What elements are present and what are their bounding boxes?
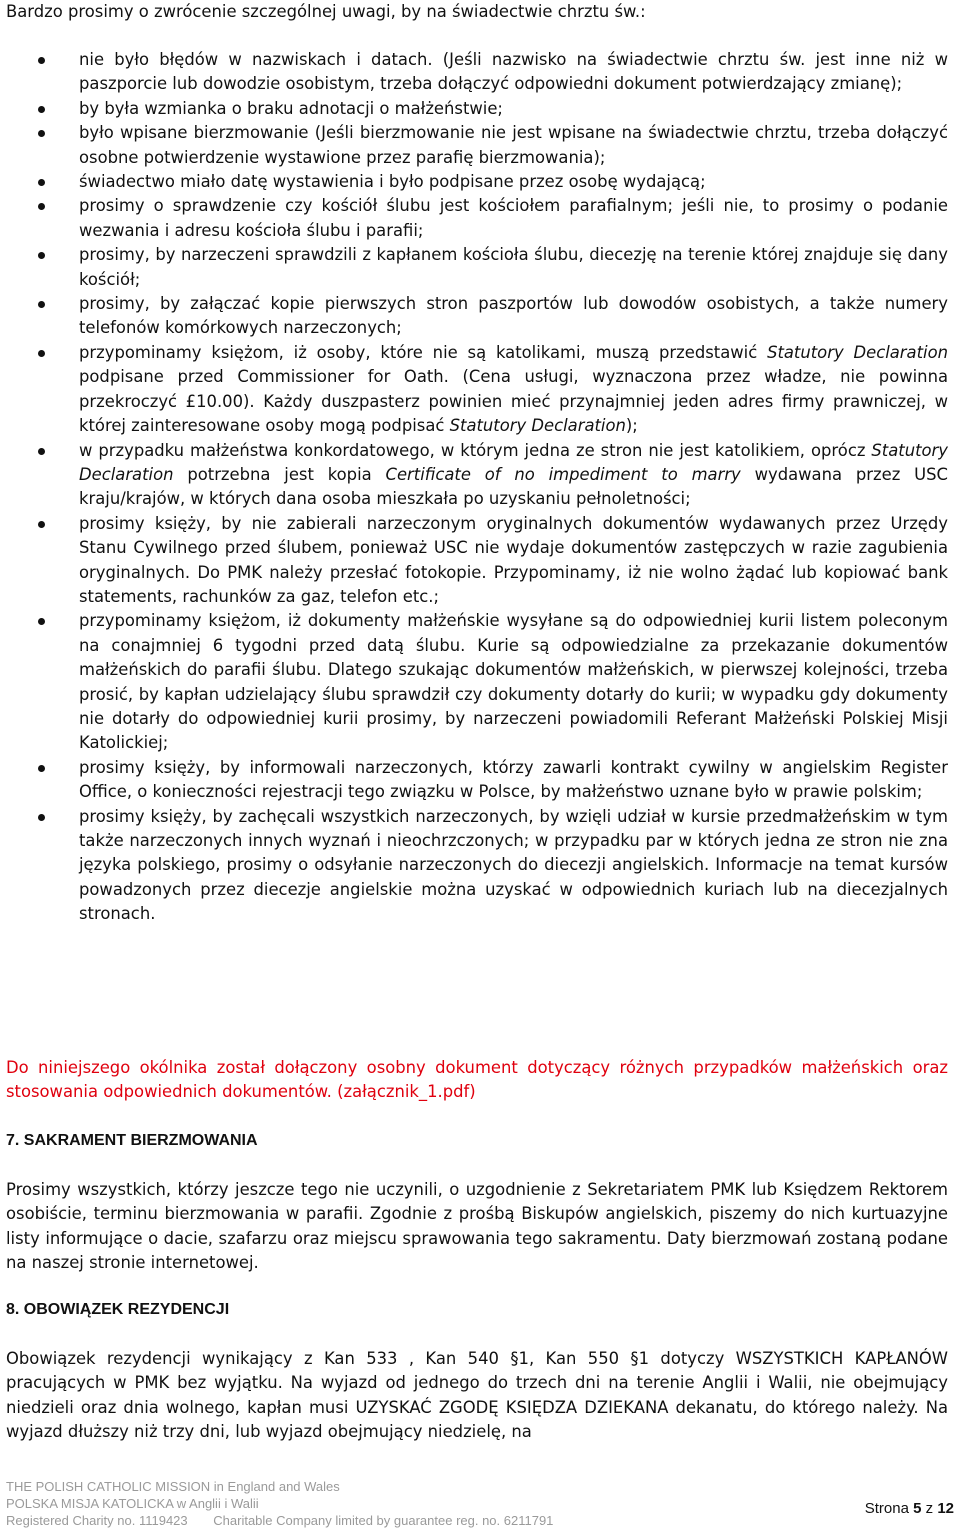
section-8-body: Obowiązek rezydencji wynikający z Kan 533 , Kan 540 §1, Kan 550 §1 dotyczy WSZYSTKICH KAPŁANÓW pracujących w PMK bez wyjątku. Na wyjazd od jednego do trzech dni na terenie Anglii i Walii, nie obejmujący niedzieli oraz dnia wolnego, kapłan musi UZYSKAĆ ZGODĘ KSIĘDZA DZIEKANA dekanatu, do którego należy. Na wyjazd dłuższy niż trzy dni, lub wyjazd obejmujący niedzielę, na	[6, 1349, 948, 1442]
intro-text: Bardzo prosimy o zwrócenie szczególnej uwagi, by na świadectwie chrztu św.:	[6, 2, 646, 21]
statutory-declaration-term: Statutory Declaration	[79, 440, 948, 484]
bullet-icon	[38, 130, 45, 137]
requirements-list	[0, 48, 948, 927]
bullet-icon	[38, 203, 45, 210]
bullet-icon	[38, 57, 45, 64]
bullet-icon	[38, 179, 45, 186]
statutory-declaration-term: Statutory Declaration	[449, 416, 626, 436]
bullet-icon	[38, 618, 45, 625]
list-item: prosimy o sprawdzenie czy kościół ślubu jest kościołem parafialnym; jeśli nie, to prosimy o podanie wezwania i adresu kościoła ślubu i parafii;	[0, 194, 948, 243]
page-number: Strona 5 z 12	[864, 1500, 954, 1517]
bullet-icon	[38, 448, 45, 455]
list-item: przypominamy księżom, iż dokumenty małżeńskie wysyłane są do odpowiedniej kurii listem poleconym na conajmniej 6 tygodni przed datą ślubu. Kurie są odpowiedzialne za przekazanie dokumentów małżeńskich do parafii ślubu. Dlatego szukając dokumentów małżeńskich, w pierwszej kolejności, trzeba prosić, by kapłan udzielający ślubu sprawdził czy dokumenty dotarły do kurii; w wypadku gdy dokumenty nie dotarły do odpowiedniej kurii prosimy, by narzeczeni powiadomili Referant Małżeński Polskiej Misji Katolickiej;	[0, 609, 948, 755]
footer-registration	[6, 1512, 956, 1529]
page-footer	[6, 1478, 956, 1531]
footer-charity-number: Registered Charity no. 1119423	[6, 1513, 188, 1528]
bullet-icon	[38, 106, 45, 113]
certificate-term: Certificate of no impediment to marry	[385, 464, 741, 484]
list-item: prosimy, by narzeczeni sprawdzili z kapłanem kościoła ślubu, diecezję na terenie której znajduje się dany kościół;	[0, 243, 948, 292]
bullet-icon	[38, 765, 45, 772]
list-item: w przypadku małżeństwa konkordatowego, w którym jedna ze stron nie jest katolikiem, oprócz Statutory Declaration potrzebna jest kopia Certificate of no impediment to marry wydawana przez USC kraju/krajów, w których dana osoba mieszkała po uzyskaniu pełnoletności;	[0, 439, 948, 512]
list-item: świadectwo miało datę wystawienia i było podpisane przez osobę wydającą;	[0, 170, 948, 194]
list-item: przypominamy księżom, iż osoby, które nie są katolikami, muszą przedstawić Statutory Declaration podpisane przed Commissioner for Oath. (Cena usługi, wyznaczona przez władze, nie powinna przekroczyć £10.00). Każdy duszpasterz powinien mieć przynajmniej jeden adres firmy prawniczej, w której zainteresowane osoby mogą podpisać Statutory Declaration);	[0, 341, 948, 439]
bullet-icon	[38, 252, 45, 259]
section-7-body: Prosimy wszystkich, którzy jeszcze tego nie uczynili, o uzgodnienie z Sekretariatem PMK lub Księdzem Rektorem osobiście, terminu bierzmowania w parafii. Zgodnie z prośbą Biskupów angielskich, piszemy do nich kurtuazyjne listy informujące o dacie, szafarzu oraz miejscu sprawowania tego sakramentu. Daty bierzmowań zostaną podane na naszej stronie internetowej.	[6, 1180, 948, 1273]
section-8-heading: 8. OBOWIĄZEK REZYDENCJI	[6, 1301, 230, 1318]
page-total: 12	[937, 1500, 954, 1517]
bullet-icon	[38, 350, 45, 357]
list-item: nie było błędów w nazwiskach i datach. (Jeśli nazwisko na świadectwie chrztu św. jest inne niż w paszporcie lub dowodzie osobistym, trzeba dołączyć odpowiedni dokument potwierdzający zmianę);	[0, 48, 948, 97]
list-item: prosimy księży, by zachęcali wszystkich narzeczonych, by wzięli udział w kursie przedmałżeńskim w tym także narzeczonych innych wyznań i nieochrzczonych; w przypadku par w których jedna ze stron nie zna języka polskiego, prosimy o odsyłanie narzeczonych do diecezji angielskich. Informacje na temat kursów powadzonych przez diecezje angielskie można uzyskać w odpowiednich kuriach lub na diecezjalnych stronach.	[0, 805, 948, 927]
section-7-heading: 7. SAKRAMENT BIERZMOWANIA	[6, 1132, 258, 1149]
list-item: prosimy, by załączać kopie pierwszych stron paszportów lub dowodów osobistych, a także numery telefonów komórkowych narzeczonych;	[0, 292, 948, 341]
list-item: prosimy księży, by nie zabierali narzeczonym oryginalnych dokumentów wydawanych przez Urzędy Stanu Cywilnego przed ślubem, ponieważ USC nie wydaje dokumentów zastępczych w razie zagubienia oryginalnych. Do PMK należy przesłać fotokopie. Przypominamy, iż nie wolno żądać lub kopiować bank statements, rachunków za gaz, telefon etc.;	[0, 512, 948, 610]
statutory-declaration-term: Statutory Declaration	[767, 342, 948, 362]
footer-mission-pl: POLSKA MISJA KATOLICKA w Anglii i Walii	[6, 1496, 259, 1511]
list-item: prosimy księży, by informowali narzeczonych, którzy zawarli kontrakt cywilny w angielskim Register Office, o konieczności rejestracji tego związku w Polsce, by małżeństwo uznane było w prawie polskim;	[0, 756, 948, 805]
list-item: było wpisane bierzmowanie (Jeśli bierzmowanie nie jest wpisane na świadectwie chrztu, trzeba dołączyć osobne potwierdzenie wystawione przez parafię bierzmowania);	[0, 121, 948, 170]
footer-mission-en: THE POLISH CATHOLIC MISSION in England and Wales	[6, 1479, 340, 1494]
list-item: by była wzmianka o braku adnotacji o małżeństwie;	[0, 97, 948, 121]
bullet-icon	[38, 301, 45, 308]
bullet-icon	[38, 521, 45, 528]
bullet-icon	[38, 814, 45, 821]
footer-company-number: Charitable Company limited by guarantee reg. no. 6211791	[213, 1513, 554, 1528]
attachment-note: Do niniejszego okólnika został dołączony osobny dokument dotyczący różnych przypadków małżeńskich oraz stosowania odpowiednich dokumentów. (załącznik_1.pdf)	[6, 1058, 948, 1102]
page-current: 5	[913, 1500, 922, 1517]
